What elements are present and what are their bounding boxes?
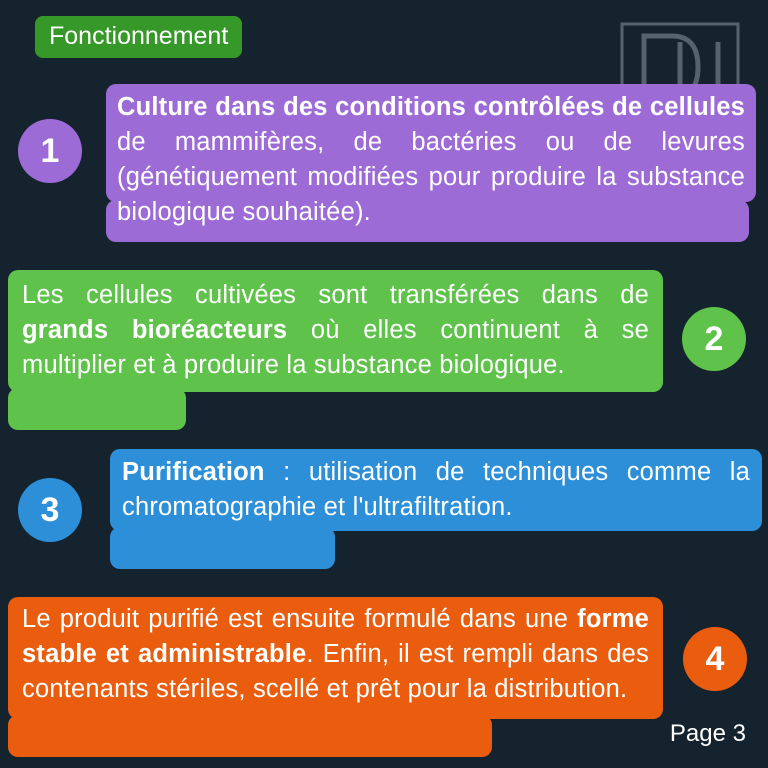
- step-3-rest: : utilisation de techniques comme la chromatographie et l'ultrafiltration.: [122, 458, 750, 521]
- step-2-number: 2: [704, 319, 724, 358]
- step-2-card: [8, 270, 663, 383]
- step-3-number: 3: [40, 490, 60, 529]
- step-2-badge: [682, 307, 746, 371]
- step-4-rest: . Enfin, il est rempli dans des contenants stériles, scellé et prêt pour la distribution.: [22, 640, 649, 703]
- step-2-pre: Les cellules cultivées sont transférées dans de: [22, 281, 649, 309]
- step-1-badge: [18, 119, 82, 183]
- section-tag: Fonctionnement: [35, 16, 242, 58]
- step-1-number: 1: [40, 131, 60, 170]
- step-2-text: [8, 270, 663, 383]
- step-4-badge: [683, 627, 747, 691]
- step-1-text: [106, 84, 756, 230]
- step-2-rest: où elles continuent à se multiplier et à produire la substance biologique.: [22, 316, 649, 379]
- step-4-text: [8, 597, 663, 707]
- step-3-text: [110, 449, 762, 525]
- step-1-bold: Culture dans des conditions contrôlées de cellules: [117, 93, 745, 121]
- step-2-bold: grands bioréacteurs: [22, 316, 288, 344]
- step-4-number: 4: [705, 639, 725, 678]
- page-number: Page 3: [669, 720, 746, 747]
- step-1-card: [106, 84, 756, 230]
- step-4-card: [8, 597, 663, 707]
- step-4-bold: forme stable et administrable: [22, 605, 649, 668]
- step-1-rest: de mammifères, de bactéries ou de levures (génétiquement modifiées pour produire la substance biologique souhaitée).: [117, 128, 745, 226]
- step-3-badge: [18, 478, 82, 542]
- step-3-bold: Purification: [122, 458, 265, 486]
- step-4-pre: Le produit purifié est ensuite formulé dans une: [22, 605, 578, 633]
- step-3-card: [110, 449, 762, 525]
